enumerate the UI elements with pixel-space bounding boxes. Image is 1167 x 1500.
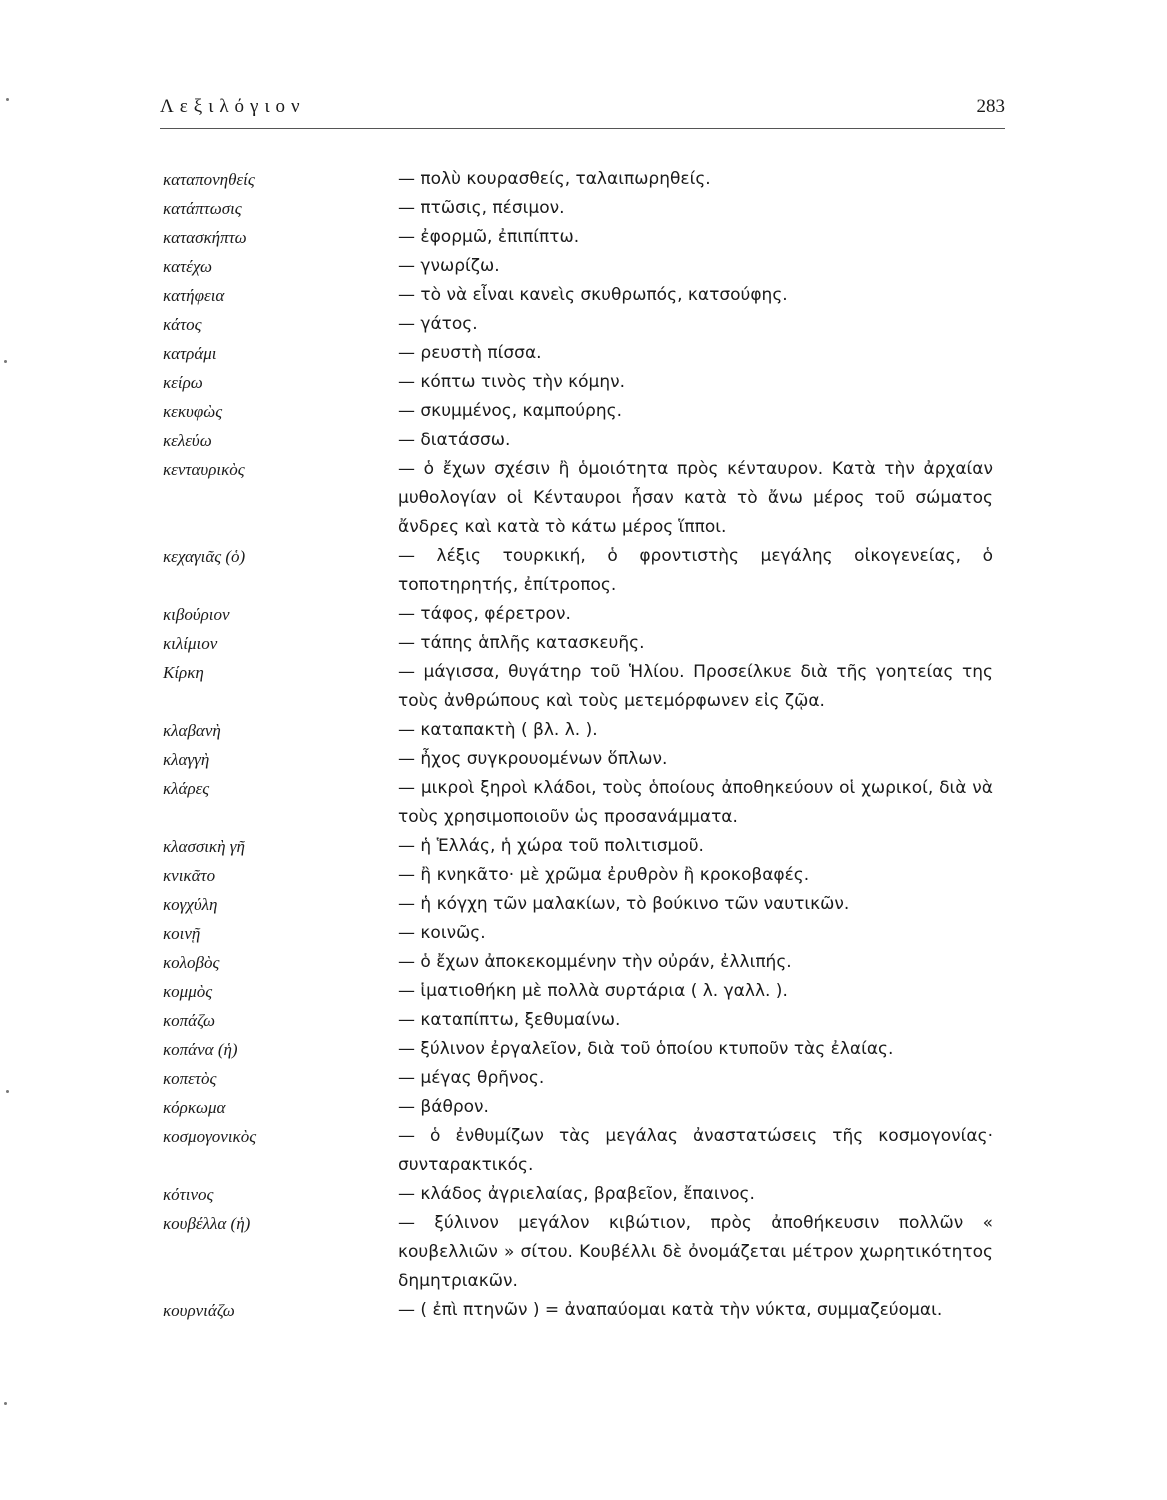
glossary-entry [163, 455, 1008, 542]
definition: — γάτος. [398, 314, 478, 334]
headword: κνικᾶτο [163, 866, 216, 885]
scan-mark [4, 1402, 7, 1405]
glossary-entry [163, 658, 1008, 716]
glossary-entry [163, 223, 1008, 252]
glossary-entry [163, 1296, 1008, 1325]
definition: — ξύλινον μεγάλον κιβώτιον, πρὸς ἀποθήκευσιν πολλῶν « κουβελλιῶν » σίτου. Κουβέλλι δὲ ὀνομάζεται μέτρον χωρητικότητος δημητριακῶν. [398, 1213, 993, 1291]
definition: — διατάσσω. [398, 430, 511, 450]
glossary-entry [163, 919, 1008, 948]
glossary-entry [163, 890, 1008, 919]
headword: κλαβανὴ [163, 721, 221, 740]
headword: κιβούριον [163, 605, 230, 624]
header-rule [160, 128, 1005, 129]
headword: κουβέλλα (ἡ) [163, 1214, 251, 1233]
definition: — ὁ ἔχων σχέσιν ἢ ὁμοιότητα πρὸς κένταυρον. Κατὰ τὴν ἀρχαίαν μυθολογίαν οἱ Κένταυροι ἦσαν κατὰ τὸ ἄνω μέρος τοῦ σώματος ἄνδρες καὶ κατὰ τὸ κάτω μέρος ἵπποι. [398, 459, 993, 537]
glossary-entry [163, 861, 1008, 890]
definition: — καταπακτὴ ( βλ. λ. ). [398, 720, 598, 740]
definition: — ἦχος συγκρουομένων ὅπλων. [398, 749, 668, 769]
definition: — ὁ ἐνθυμίζων τὰς μεγάλας ἀναστατώσεις τῆς κοσμογονίας· συνταρακτικός. [398, 1126, 993, 1175]
headword: κελεύω [163, 431, 212, 450]
scan-mark [6, 98, 9, 101]
glossary-entry [163, 1093, 1008, 1122]
scan-mark [6, 1090, 9, 1093]
headword: κοινῇ [163, 924, 201, 943]
definition: — πολὺ κουρασθείς, ταλαιπωρηθείς. [398, 169, 711, 189]
glossary-entry [163, 774, 1008, 832]
definition: — ἱματιοθήκη μὲ πολλὰ συρτάρια ( λ. γαλλ. ). [398, 981, 788, 1001]
glossary-entry [163, 600, 1008, 629]
headword: κοσμογονικὸς [163, 1127, 257, 1146]
headword: κατάπτωσις [163, 199, 242, 218]
glossary-entry [163, 1006, 1008, 1035]
definition: — ξύλινον ἐργαλεῖον, διὰ τοῦ ὁποίου κτυποῦν τὰς ἐλαίας. [398, 1039, 894, 1059]
definition: — τὸ νὰ εἶναι κανεὶς σκυθρωπός, κατσούφης. [398, 285, 788, 305]
headword: κότινος [163, 1185, 214, 1204]
definition: — ἢ κνηκᾶτο· μὲ χρῶμα ἐρυθρὸν ἢ κροκοβαφές. [398, 865, 810, 885]
glossary-entry [163, 194, 1008, 223]
glossary-entry [163, 165, 1008, 194]
page-header [160, 96, 1005, 132]
glossary-entry [163, 252, 1008, 281]
headword: κείρω [163, 373, 203, 392]
glossary-entry [163, 1209, 1008, 1296]
glossary-entry [163, 310, 1008, 339]
definition: — ρευστὴ πίσσα. [398, 343, 542, 363]
glossary-entry [163, 832, 1008, 861]
headword: καταπονηθείς [163, 170, 255, 189]
definition: — γνωρίζω. [398, 256, 500, 276]
glossary-entry [163, 1035, 1008, 1064]
headword: κοπάζω [163, 1011, 216, 1030]
headword: κλάρες [163, 779, 210, 798]
glossary-entry [163, 397, 1008, 426]
definition: — κοινῶς. [398, 923, 486, 943]
glossary-entry [163, 716, 1008, 745]
glossary-entry [163, 1064, 1008, 1093]
definition: — τάφος, φέρετρον. [398, 604, 571, 624]
headword: κοπετὸς [163, 1069, 217, 1088]
headword: κεχαγιᾶς (ὁ) [163, 547, 246, 566]
definition: — βάθρον. [398, 1097, 489, 1117]
scan-mark [4, 360, 7, 363]
headword: κατέχω [163, 257, 212, 276]
glossary-entry [163, 426, 1008, 455]
headword: κοπάνα (ἡ) [163, 1040, 238, 1059]
definition: — ἐφορμῶ, ἐπιπίπτω. [398, 227, 580, 247]
definition: — κλάδος ἀγριελαίας, βραβεῖον, ἔπαινος. [398, 1184, 755, 1204]
glossary-entry [163, 948, 1008, 977]
glossary-entry [163, 1180, 1008, 1209]
definition: — κόπτω τινὸς τὴν κόμην. [398, 372, 626, 392]
definition: — καταπίπτω, ξεθυμαίνω. [398, 1010, 621, 1030]
definition: — τάπης ἁπλῆς κατασκευῆς. [398, 633, 645, 653]
definition: — πτῶσις, πέσιμον. [398, 198, 565, 218]
glossary-entry [163, 745, 1008, 774]
headword: κολοβὸς [163, 953, 220, 972]
definition: — ὁ ἔχων ἀποκεκομμένην τὴν οὐράν, ἐλλιπής. [398, 952, 792, 972]
glossary-entry [163, 629, 1008, 658]
glossary-entry [163, 542, 1008, 600]
headword: κλαγγὴ [163, 750, 210, 769]
headword: κατήφεια [163, 286, 225, 305]
glossary-entry [163, 1122, 1008, 1180]
headword: κατράμι [163, 344, 217, 363]
headword: κλασσικὴ γῆ [163, 837, 245, 856]
definition: — μέγας θρῆνος. [398, 1068, 545, 1088]
headword: Κίρκη [163, 663, 204, 682]
glossary-entry [163, 281, 1008, 310]
headword: κεκυφὼς [163, 402, 223, 421]
headword: κατασκήπτω [163, 228, 247, 247]
headword: κενταυρικὸς [163, 460, 245, 479]
running-title: Λεξιλόγιον [160, 96, 306, 117]
definition: — λέξις τουρκική, ὁ φροντιστὴς μεγάλης οἰκογενείας, ὁ τοποτηρητής, ἐπίτροπος. [398, 546, 993, 595]
definition: — ἡ κόγχη τῶν μαλακίων, τὸ βούκινο τῶν ναυτικῶν. [398, 894, 850, 914]
headword: κουρνιάζω [163, 1301, 235, 1320]
definition: — ( ἐπὶ πτηνῶν ) = ἀναπαύομαι κατὰ τὴν νύκτα, συμμαζεύομαι. [398, 1300, 943, 1320]
headword: κομμὸς [163, 982, 213, 1001]
glossary-entries [163, 165, 1008, 1325]
definition: — μικροὶ ξηροὶ κλάδοι, τοὺς ὁποίους ἀποθηκεύουν οἱ χωρικοί, διὰ νὰ τοὺς χρησιμοποιοῦν ὡς προσανάμματα. [398, 778, 993, 827]
definition: — ἡ Ἑλλάς, ἡ χώρα τοῦ πολιτισμοῦ. [398, 836, 704, 856]
glossary-entry [163, 977, 1008, 1006]
glossary-entry [163, 368, 1008, 397]
headword: κιλίμιον [163, 634, 218, 653]
definition: — σκυμμένος, καμπούρης. [398, 401, 622, 421]
headword: κόρκωμα [163, 1098, 226, 1117]
headword: κάτος [163, 315, 202, 334]
page-number: 283 [976, 96, 1005, 117]
definition: — μάγισσα, θυγάτηρ τοῦ Ἡλίου. Προσείλκυε διὰ τῆς γοητείας της τοὺς ἀνθρώπους καὶ τοὺς μετεμόρφωνεν εἰς ζῷα. [398, 662, 993, 711]
glossary-entry [163, 339, 1008, 368]
headword: κογχύλη [163, 895, 218, 914]
